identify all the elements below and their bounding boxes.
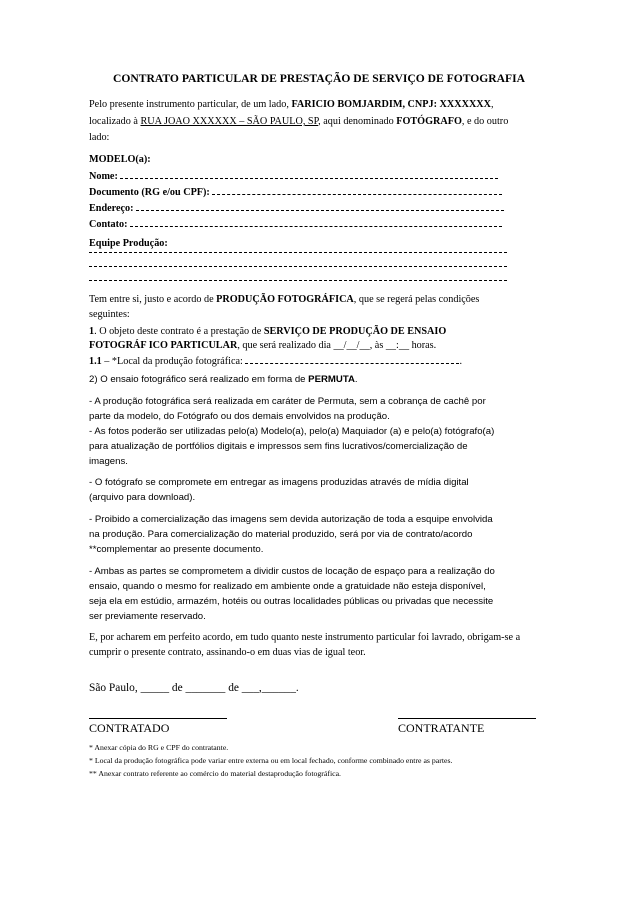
photographer-name: FARICIO BOMJARDIM, CNPJ: XXXXXXX — [291, 99, 492, 110]
costs-line-1: - Ambas as partes se comprometem a dividir custos de locação de espaço para a realização do — [89, 566, 495, 577]
clause-punct: . — [459, 356, 462, 367]
agreement-line-2: seguintes: — [89, 309, 130, 320]
clause-text: 2) O ensaio fotográfico será realizado em forma de — [89, 374, 309, 385]
clause-text: . O objeto deste contrato é a prestação de — [94, 326, 264, 337]
intro-line-2 — [89, 116, 549, 127]
clause-number: 1.1 — [89, 356, 102, 367]
note-1: * Anexar cópia do RG e CPF do contratante. — [89, 743, 229, 752]
contractor-signature-line[interactable] — [89, 718, 227, 719]
clause-date-time: , que será realizado dia __/__/__, às __:__ horas. — [237, 340, 437, 351]
clause-number: 1 — [89, 326, 95, 337]
model-name-label: Nome: — [89, 171, 118, 182]
client-signature-line[interactable] — [398, 718, 536, 719]
intro-line-1 — [89, 99, 549, 110]
prohibition-line-3: **complementar ao presente documento. — [89, 544, 264, 555]
permuta-line-1: - A produção fotográfica será realizada em caráter de Permuta, sem a cobrança de cachê por — [89, 396, 486, 407]
delivery-line-1: - O fotógrafo se compromete em entregar as imagens produzidas através de mídia digital — [89, 477, 469, 488]
note-2: * Local da produção fotográfica pode variar entre externa ou em local fechado, conforme combinado entre as partes. — [89, 756, 453, 765]
clause-2-line — [89, 374, 549, 385]
production-location-blank[interactable] — [245, 355, 459, 364]
model-name-row — [89, 170, 549, 182]
model-contact-label: Contato: — [89, 219, 128, 230]
model-address-blank[interactable] — [136, 202, 504, 211]
intro-text: Pelo presente instrumento particular, de um lado, — [89, 99, 292, 110]
costs-line-4: ser previamente reservado. — [89, 611, 206, 622]
clause-punct: . — [354, 374, 358, 385]
client-label: CONTRATANTE — [398, 721, 485, 735]
model-address-label: Endereço: — [89, 203, 134, 214]
intro-text: , e do outro — [461, 116, 509, 127]
costs-line-3: seja ela em estúdio, armazém, hotéis ou outras localidades públicas ou privadas que necessite — [89, 596, 494, 607]
permuta-line-5: imagens. — [89, 456, 128, 467]
permuta-line-3: - As fotos poderão ser utilizadas pelo(a) Modelo(a), pelo(a) Maquiador (a) e pelo(a) fotógrafo(a) — [89, 426, 495, 437]
prohibition-line-1: - Proibido a comercialização das imagens sem devida autorização de toda a esquipe envolvida — [89, 514, 493, 525]
intro-line-3: lado: — [89, 132, 110, 143]
intro-text: localizado à — [89, 116, 141, 127]
model-contact-blank[interactable] — [130, 218, 502, 227]
costs-line-2: ensaio, quando o mesmo for realizado em ambiente onde a gratuidade não esteja disponível, — [89, 581, 486, 592]
permuta-line-4: para atualização de portfólios digitais e impressos sem fins lucrativos/comercialização de — [89, 441, 468, 452]
model-document-blank[interactable] — [212, 186, 502, 195]
clause-service: FOTOGRÁF ICO PARTICULAR — [89, 340, 238, 351]
model-name-blank[interactable] — [120, 170, 498, 179]
clause-1-line-2 — [89, 340, 549, 351]
model-document-row — [89, 186, 549, 198]
team-blank-line-1[interactable] — [89, 252, 507, 253]
clause-1-line-1 — [89, 326, 549, 337]
prohibition-line-2: na produção. Para comercialização do material produzido, será por via de contrato/acordo — [89, 529, 473, 540]
closing-line-2: cumprir o presente contrato, assinando-o em duas vias de igual teor. — [89, 647, 366, 658]
model-heading: MODELO(a): — [89, 154, 151, 165]
clause-text: – *Local da produção fotográfica: — [101, 356, 243, 367]
team-heading: Equipe Produção: — [89, 238, 168, 249]
intro-text: , aqui denominado — [318, 116, 397, 127]
agreement-line-1 — [89, 294, 549, 305]
contractor-label: CONTRATADO — [89, 721, 170, 735]
place-date: São Paulo, _____ de _______ de ___,______. — [89, 682, 299, 694]
agreement-text: , que se regerá pelas condições — [353, 294, 480, 305]
model-document-label: Documento (RG e/ou CPF): — [89, 187, 210, 198]
contract-title: CONTRATO PARTICULAR DE PRESTAÇÃO DE SERVIÇO DE FOTOGRAFIA — [113, 72, 525, 85]
note-3: ** Anexar contrato referente ao comércio do material destaprodução fotográfica. — [89, 769, 341, 778]
photographer-role: FOTÓGRAFO — [396, 116, 462, 127]
clause-service: SERVIÇO DE PRODUÇÃO DE ENSAIO — [263, 326, 447, 337]
closing-line-1: E, por acharem em perfeito acordo, em tudo quanto neste instrumento particular foi lavrado, obrigam-se a — [89, 632, 521, 643]
permuta-line-2: parte da modelo, do Fotógrafo ou dos demais envolvidos na produção. — [89, 411, 390, 422]
clause-1-1-line — [89, 355, 549, 367]
agreement-object: PRODUÇÃO FOTOGRÁFICA — [216, 294, 354, 305]
model-contact-row — [89, 218, 549, 230]
delivery-line-2: (arquivo para download). — [89, 492, 196, 503]
agreement-text: Tem entre si, justo e acordo de — [89, 294, 217, 305]
photographer-address: RUA JOAO XXXXXX – SÃO PAULO, SP — [140, 116, 319, 127]
model-address-row — [89, 202, 549, 214]
team-blank-line-3[interactable] — [89, 280, 507, 281]
team-blank-line-2[interactable] — [89, 266, 507, 267]
intro-punct: , — [491, 99, 494, 110]
clause-permuta: PERMUTA — [308, 374, 355, 385]
